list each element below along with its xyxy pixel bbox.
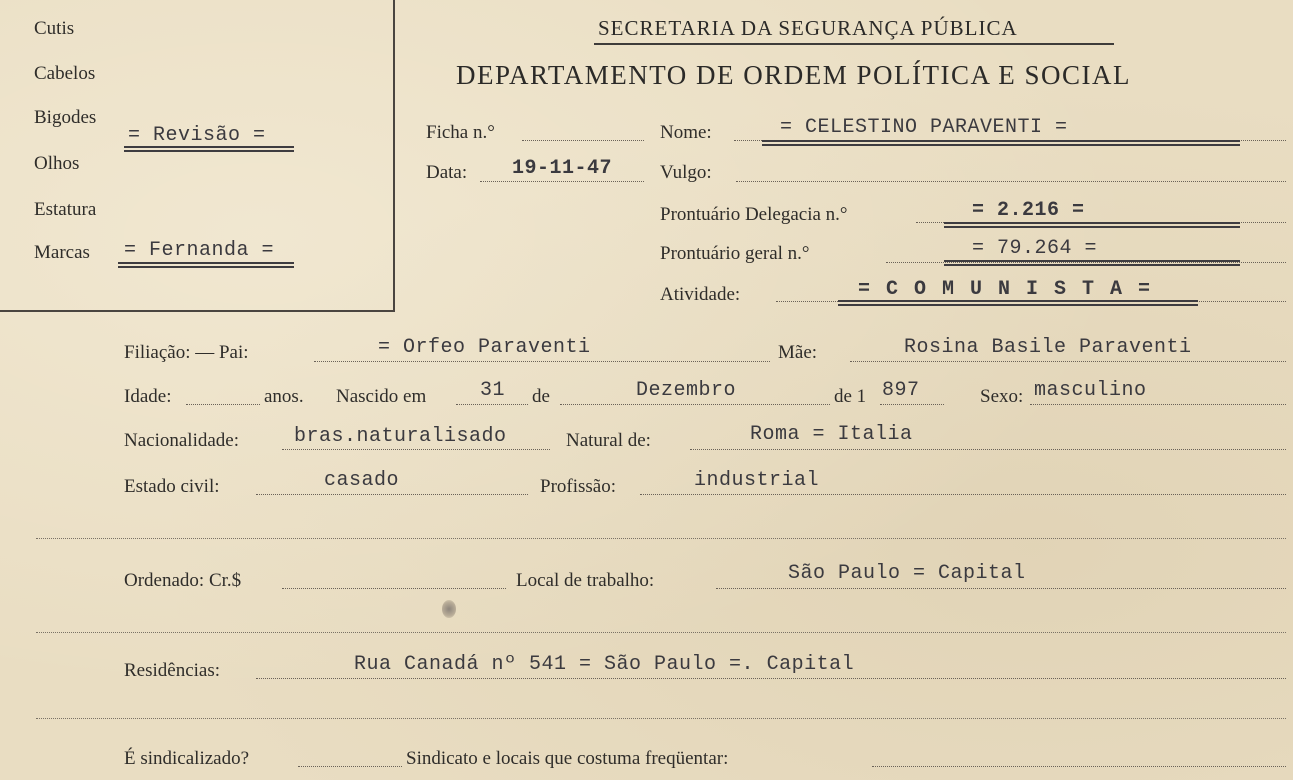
estatura-label: Estatura (34, 199, 97, 220)
sindicato-label: Sindicato e locais que costuma freqüentar: (406, 748, 729, 769)
dia-line (456, 404, 528, 405)
nacionalidade-value: bras.naturalisado (294, 425, 507, 448)
sexo-line (1030, 404, 1286, 405)
natural-value: Roma = Italia (750, 423, 913, 446)
ficha-line (522, 140, 644, 141)
blank-line-2 (36, 632, 1286, 633)
idade-label: Idade: (124, 386, 172, 407)
vulgo-label: Vulgo: (660, 162, 712, 183)
pai-line (314, 361, 770, 362)
data-value: 19-11-47 (512, 157, 613, 180)
anos-label: anos. (264, 386, 304, 407)
profissao-value: industrial (694, 469, 820, 492)
local-trabalho-label: Local de trabalho: (516, 570, 655, 591)
secretaria-underline (594, 43, 1114, 45)
cutis-label: Cutis (34, 18, 75, 39)
residencias-label: Residências: (124, 660, 221, 681)
natural-line (690, 449, 1286, 450)
data-label: Data: (426, 162, 468, 183)
idade-line (186, 404, 260, 405)
prontuario-geral-underline (944, 260, 1240, 266)
sindicalizado-label: É sindicalizado? (124, 748, 250, 769)
nome-underline (762, 140, 1240, 146)
profissao-label: Profissão: (540, 476, 616, 497)
sindicato-line (872, 766, 1286, 767)
local-trabalho-line (716, 588, 1286, 589)
marcas-label: Marcas (34, 242, 90, 263)
bigodes-label: Bigodes (34, 107, 97, 128)
prontuario-geral-value: = 79.264 = (972, 237, 1098, 260)
olhos-label: Olhos (34, 153, 80, 174)
ficha-label: Ficha n.° (426, 122, 495, 143)
atividade-underline (838, 300, 1198, 306)
natural-label: Natural de: (566, 430, 651, 451)
prontuario-delegacia-label: Prontuário Delegacia n.° (660, 204, 848, 225)
ordenado-line (282, 588, 506, 589)
prontuario-delegacia-underline (944, 222, 1240, 228)
blank-line-1 (36, 538, 1286, 539)
de1-label: de (532, 386, 550, 407)
atividade-label: Atividade: (660, 284, 741, 305)
mes-line (560, 404, 830, 405)
residencias-value: Rua Canadá nº 541 = São Paulo =. Capital (354, 653, 855, 676)
filiacao-label: Filiação: — Pai: (124, 342, 249, 363)
bigodes-value: = Revisão = (128, 124, 266, 147)
departamento-title: DEPARTAMENTO DE ORDEM POLÍTICA E SOCIAL (456, 60, 1131, 90)
estado-civil-line (256, 494, 528, 495)
atividade-value: = C O M U N I S T A = (858, 278, 1153, 301)
secretaria-title: SECRETARIA DA SEGURANÇA PÚBLICA (598, 16, 1018, 40)
mae-label: Mãe: (778, 342, 818, 363)
marcas-underline (118, 262, 294, 268)
nacionalidade-label: Nacionalidade: (124, 430, 240, 451)
cabelos-label: Cabelos (34, 63, 96, 84)
marcas-value: = Fernanda = (124, 239, 275, 262)
prontuario-geral-label: Prontuário geral n.° (660, 243, 810, 264)
estado-civil-value: casado (324, 469, 400, 492)
ano-line (880, 404, 944, 405)
blank-line-3 (36, 718, 1286, 719)
residencias-line (256, 678, 1286, 679)
bigodes-underline (124, 146, 294, 152)
vulgo-line (736, 181, 1286, 182)
ink-smudge (442, 600, 456, 618)
data-line (480, 181, 644, 182)
estado-civil-label: Estado civil: (124, 476, 220, 497)
prontuario-delegacia-value: = 2.216 = (972, 199, 1085, 222)
mes-value: Dezembro (636, 379, 737, 402)
mae-value: Rosina Basile Paraventi (904, 336, 1192, 359)
nacionalidade-line (282, 449, 550, 450)
profissao-line (640, 494, 1286, 495)
mae-line (850, 361, 1286, 362)
sexo-label: Sexo: (980, 386, 1024, 407)
de2-label: de 1 (834, 386, 867, 407)
ano-value: 897 (882, 379, 920, 402)
nome-value: = CELESTINO PARAVENTI = (780, 116, 1068, 139)
nome-label: Nome: (660, 122, 712, 143)
local-trabalho-value: São Paulo = Capital (788, 562, 1026, 585)
ordenado-label: Ordenado: Cr.$ (124, 570, 242, 591)
dia-value: 31 (480, 379, 506, 402)
sexo-value: masculino (1034, 379, 1147, 402)
sindicalizado-line (298, 766, 402, 767)
nascido-label: Nascido em (336, 386, 427, 407)
pai-value: = Orfeo Paraventi (378, 336, 591, 359)
